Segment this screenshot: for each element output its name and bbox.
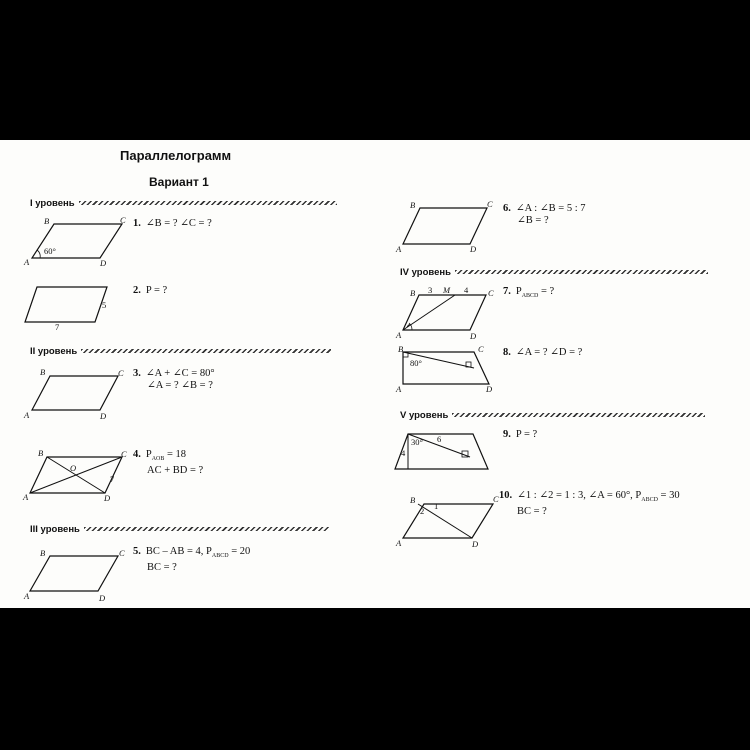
- task-5-text: BC – AB = 4, P: [145, 546, 212, 557]
- figure-10: [395, 494, 499, 549]
- figure-1-vertex-a: A: [24, 257, 30, 267]
- figure-9-side-label: 4: [401, 448, 406, 458]
- figure-7-segment-bm: 3: [428, 285, 433, 295]
- figure-8-parallelogram: [403, 352, 489, 384]
- figure-10-angle-2: 2: [420, 506, 425, 516]
- figures-layer: [0, 140, 750, 608]
- figure-4-side-label: 7: [110, 474, 115, 484]
- figure-3-vertex-b: B: [40, 367, 46, 377]
- figure-6-vertex-d: D: [470, 244, 477, 254]
- figure-7-point-m: M: [443, 285, 451, 295]
- figure-3: [23, 367, 124, 421]
- figure-7-vertex-c: C: [488, 288, 494, 298]
- figure-2-side-label-7: 7: [55, 322, 60, 332]
- task-7-number: 7.: [503, 286, 511, 297]
- figure-7-vertex-b: B: [410, 288, 416, 298]
- figure-9: [395, 434, 488, 469]
- task-1-number: 1.: [133, 218, 141, 229]
- figure-3-vertex-d: D: [100, 411, 107, 421]
- task-3-question: ∠A = ? ∠B = ?: [147, 380, 213, 391]
- figure-1-angle-arc: [37, 250, 40, 258]
- figure-5: [23, 548, 125, 603]
- figure-2: [25, 287, 107, 332]
- figure-3-parallelogram: [32, 376, 118, 410]
- task-10-subscript: ABCD: [641, 497, 658, 504]
- worksheet: [0, 140, 750, 608]
- figure-6-vertex-a: A: [396, 244, 402, 254]
- task-10-question: BC = ?: [517, 506, 547, 518]
- figure-3-vertex-a: A: [24, 410, 30, 420]
- task-3-number: 3.: [133, 368, 141, 379]
- task-6-question: ∠B = ?: [517, 215, 549, 226]
- task-5-text-rest: = 20: [228, 546, 251, 557]
- figure-8: [395, 344, 493, 394]
- figure-5-vertex-a: A: [24, 591, 30, 601]
- figure-4-vertex-d: D: [104, 493, 111, 503]
- figure-10-angle-1: 1: [434, 501, 439, 511]
- figure-4-vertex-b: B: [38, 448, 44, 458]
- task-5-number: 5.: [133, 546, 141, 557]
- figure-1-angle-label: 60°: [44, 246, 56, 256]
- figure-1-vertex-b: B: [44, 216, 50, 226]
- task-2-number: 2.: [133, 285, 141, 296]
- task-5-subscript: ABCD: [211, 553, 229, 560]
- figure-8-angle-label: 80°: [410, 358, 422, 368]
- task-10-number: 10.: [499, 490, 513, 501]
- task-6-text: ∠A : ∠B = 5 : 7: [515, 203, 586, 214]
- figure-8-vertex-a: A: [396, 384, 402, 394]
- figure-5-vertex-d: D: [99, 593, 106, 603]
- task-1-text: ∠B = ? ∠C = ?: [145, 218, 212, 229]
- task-9-number: 9.: [503, 429, 511, 440]
- level-1-label: I уровень: [30, 198, 75, 209]
- figure-1-vertex-d: D: [100, 258, 107, 268]
- task-6-number: 6.: [503, 203, 511, 214]
- figure-6: [395, 199, 493, 254]
- level-4-label: IV уровень: [400, 267, 451, 278]
- figure-10-diagonal: [418, 504, 472, 538]
- task-8-number: 8.: [503, 347, 511, 358]
- figure-10-vertex-b: B: [410, 495, 416, 505]
- task-7-text-rest: = ?: [538, 286, 555, 297]
- figure-7-segment-mc: 4: [464, 285, 469, 295]
- figure-8-vertex-b: B: [398, 344, 404, 354]
- figure-7-vertex-d: D: [470, 331, 477, 341]
- level-2-label: II уровень: [30, 346, 78, 357]
- task-3-text: ∠A + ∠C = 80°: [145, 368, 215, 379]
- figure-4: [22, 448, 127, 503]
- task-5-question: BC = ?: [147, 562, 177, 574]
- figure-4-center-o: O: [70, 463, 77, 473]
- level-3-label: III уровень: [30, 524, 80, 535]
- task-4-subscript: AOB: [151, 456, 165, 463]
- figure-9-diag-label: 6: [437, 434, 442, 444]
- page-title: Параллелограмм: [120, 148, 232, 163]
- figure-1: [23, 215, 126, 268]
- figure-4-vertex-a: A: [23, 492, 29, 502]
- task-10-text: ∠1 : ∠2 = 1 : 3, ∠A = 60°, P: [517, 490, 642, 501]
- task-8-text: ∠A = ? ∠D = ?: [515, 347, 583, 358]
- figure-9-parallelogram: [395, 434, 488, 469]
- task-9-text: P = ?: [515, 429, 538, 440]
- figure-10-vertex-c: C: [493, 494, 499, 504]
- figure-1-vertex-c: C: [120, 215, 126, 225]
- figure-10-vertex-d: D: [472, 539, 479, 549]
- task-4-question: AC + BD = ?: [147, 465, 204, 477]
- task-7-subscript: ABCD: [521, 293, 539, 300]
- figure-5-vertex-c: C: [119, 548, 125, 558]
- figure-7-vertex-a: A: [396, 330, 402, 340]
- figure-6-vertex-c: C: [487, 199, 493, 209]
- figure-5-parallelogram: [30, 556, 118, 591]
- figure-7: [395, 285, 494, 341]
- figure-6-vertex-b: B: [410, 200, 416, 210]
- figure-5-vertex-b: B: [40, 548, 46, 558]
- level-5-label: V уровень: [400, 410, 449, 421]
- task-4-text: P: [145, 449, 152, 460]
- figure-4-vertex-c: C: [121, 449, 127, 459]
- figure-2-side-label-5: 5: [102, 300, 107, 310]
- task-4-text-rest: = 18: [164, 449, 187, 460]
- figure-8-vertex-d: D: [486, 384, 493, 394]
- figure-7-parallelogram: [403, 295, 486, 330]
- figure-2-parallelogram: [25, 287, 107, 322]
- figure-6-parallelogram: [403, 208, 487, 244]
- variant-title: Вариант 1: [149, 175, 209, 189]
- task-4-number: 4.: [133, 449, 141, 460]
- figure-10-parallelogram: [403, 504, 493, 538]
- task-7-text: P: [515, 286, 522, 297]
- figure-8-vertex-c: C: [478, 344, 484, 354]
- figure-3-vertex-c: C: [118, 368, 124, 378]
- figure-10-vertex-a: A: [396, 538, 402, 548]
- task-2-text: P = ?: [145, 285, 168, 296]
- task-10-text-rest: = 30: [657, 490, 680, 501]
- figure-9-angle-label: 30°: [411, 437, 423, 447]
